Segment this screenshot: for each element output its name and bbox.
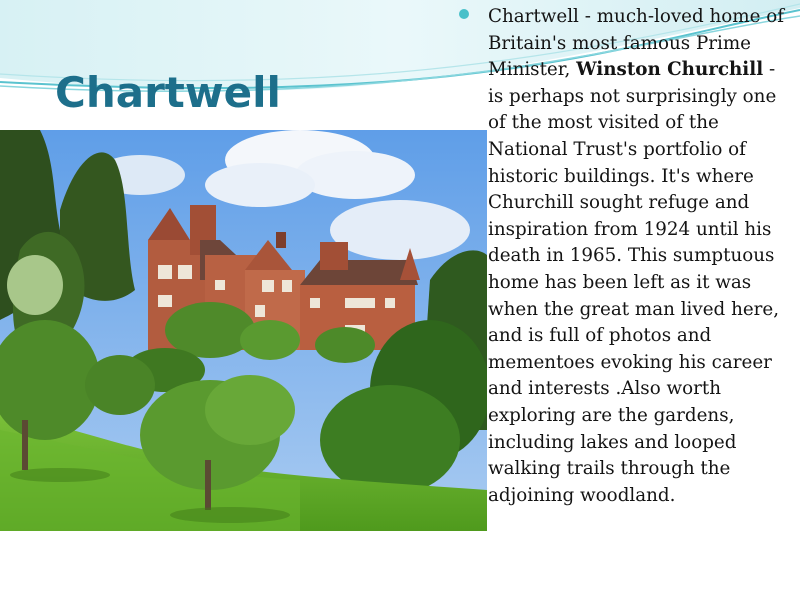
churchill-name: Winston Churchill <box>576 59 764 81</box>
description-intro: Chartwell - much-loved home of Britain's most famous Prime Minister, <box>488 6 785 81</box>
description-bullet <box>458 4 796 509</box>
description-text <box>488 4 796 509</box>
chartwell-house-photo <box>0 130 487 531</box>
description-body: - is perhaps not surprisingly one of the most visited of the National Trust's portfolio of historic buildings. It's where Churchill sought refuge and inspiration from 1924 until his death in 1965. This sumptuous home has been left as it was when the great man lived here, and is full of photos and mementoes evoking his career and interests .Also worth exploring are the gardens, including lakes and looped walking trails through the adjoining woodland. <box>488 59 780 506</box>
circle-bullet-icon <box>458 8 470 20</box>
page-title: Chartwell <box>55 68 281 117</box>
